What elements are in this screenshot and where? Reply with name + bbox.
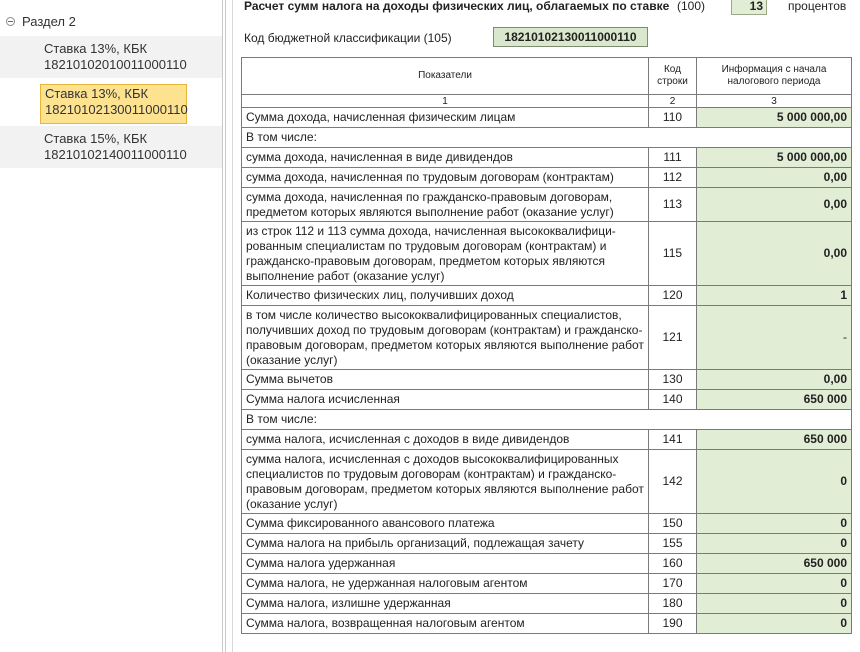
row-label: сумма дохода, начисленная в виде дивидендов bbox=[242, 148, 649, 168]
kbk-label: Код бюджетной классификации (105) bbox=[244, 31, 452, 45]
column-header-line-code: Код строки bbox=[649, 58, 697, 95]
table-column-numbers-row bbox=[242, 95, 852, 108]
row-label: Сумма налога на прибыль организаций, подлежащая зачету bbox=[242, 534, 649, 554]
table-row bbox=[242, 430, 852, 450]
row-group-label: В том числе: bbox=[242, 410, 852, 430]
table-row bbox=[242, 306, 852, 370]
row-label: из строк 112 и 113 сумма дохода, начисленная высококвалифици-рованным специалистам по трудовым договорам (контрактам) и гражданско-правовым договорам, предметом которых являются выполнение работ (оказание услуг) bbox=[242, 222, 649, 286]
column-number: 2 bbox=[649, 95, 697, 108]
row-value[interactable]: 0 bbox=[697, 534, 852, 554]
form-title-code: (100) bbox=[677, 0, 706, 13]
table-row bbox=[242, 410, 852, 430]
tax-calculation-table bbox=[241, 57, 852, 634]
row-code: 141 bbox=[649, 430, 697, 450]
row-code: 180 bbox=[649, 594, 697, 614]
row-label: в том числе количество высококвалифицированных специалистов, получивших доход по трудовым договорам (контрактам) и гражданско-правовым договорам, предметом которых являются выполнение работ (оказание услуг) bbox=[242, 306, 649, 370]
tree-item-rate-13-kbk-130[interactable] bbox=[0, 81, 222, 123]
row-code: 160 bbox=[649, 554, 697, 574]
table-row bbox=[242, 168, 852, 188]
row-value[interactable]: 0,00 bbox=[697, 168, 852, 188]
row-label: Сумма налога, не удержанная налоговым агентом bbox=[242, 574, 649, 594]
row-code: 150 bbox=[649, 514, 697, 534]
collapse-icon[interactable] bbox=[6, 17, 15, 26]
row-code: 155 bbox=[649, 534, 697, 554]
tree-item-line1: Ставка 15%, КБК bbox=[44, 131, 148, 146]
row-label: сумма дохода, начисленная по трудовым договорам (контрактам) bbox=[242, 168, 649, 188]
table-row bbox=[242, 614, 852, 634]
row-code: 190 bbox=[649, 614, 697, 634]
tree-item-rate-15-kbk-140[interactable] bbox=[0, 126, 222, 168]
table-row bbox=[242, 222, 852, 286]
table-row bbox=[242, 108, 852, 128]
row-label: Сумма налога, излишне удержанная bbox=[242, 594, 649, 614]
row-value[interactable]: 0 bbox=[697, 614, 852, 634]
tree-item-rate-13-kbk-010[interactable] bbox=[0, 36, 222, 78]
column-number: 1 bbox=[242, 95, 649, 108]
row-code: 170 bbox=[649, 574, 697, 594]
row-value[interactable]: 5 000 000,00 bbox=[697, 148, 852, 168]
tree-root-section-2[interactable] bbox=[0, 12, 222, 30]
table-row bbox=[242, 148, 852, 168]
splitter[interactable] bbox=[222, 0, 223, 652]
tree-item-line1: Ставка 13%, КБК bbox=[44, 41, 148, 56]
table-row bbox=[242, 554, 852, 574]
table-row bbox=[242, 534, 852, 554]
tree-item-line1: Ставка 13%, КБК bbox=[45, 86, 149, 101]
tree-item-line2: 18210102010011000110 bbox=[44, 57, 187, 72]
table-row bbox=[242, 128, 852, 148]
row-value[interactable]: 0,00 bbox=[697, 222, 852, 286]
row-value[interactable]: 650 000 bbox=[697, 430, 852, 450]
row-value[interactable]: 0 bbox=[697, 450, 852, 514]
row-code: 142 bbox=[649, 450, 697, 514]
row-value[interactable]: 1 bbox=[697, 286, 852, 306]
table-row bbox=[242, 370, 852, 390]
column-header-period-info: Информация с начала налогового периода bbox=[697, 58, 852, 95]
row-value[interactable]: 650 000 bbox=[697, 554, 852, 574]
tree-root-label: Раздел 2 bbox=[22, 13, 76, 29]
row-label: сумма дохода, начисленная по гражданско-правовым договорам, предметом которых являются выполнение работ (оказание услуг) bbox=[242, 188, 649, 222]
row-code: 115 bbox=[649, 222, 697, 286]
row-value[interactable]: 0 bbox=[697, 514, 852, 534]
table-row bbox=[242, 450, 852, 514]
kbk-input[interactable]: 18210102130011000110 bbox=[493, 27, 648, 47]
row-code: 121 bbox=[649, 306, 697, 370]
row-label: сумма налога, исчисленная с доходов в виде дивидендов bbox=[242, 430, 649, 450]
row-code: 130 bbox=[649, 370, 697, 390]
row-label: Сумма вычетов bbox=[242, 370, 649, 390]
row-code: 111 bbox=[649, 148, 697, 168]
row-code: 140 bbox=[649, 390, 697, 410]
form-title: Расчет сумм налога на доходы физических лиц, облагаемых по ставке bbox=[244, 0, 670, 13]
column-number: 3 bbox=[697, 95, 852, 108]
tree-item-line2: 18210102130011000110 bbox=[45, 102, 188, 117]
table-row bbox=[242, 390, 852, 410]
section-tree bbox=[0, 0, 222, 652]
form-left-border bbox=[232, 0, 233, 652]
row-label: Сумма налога, возвращенная налоговым агентом bbox=[242, 614, 649, 634]
table-row bbox=[242, 286, 852, 306]
table-row bbox=[242, 594, 852, 614]
row-label: Сумма налога удержанная bbox=[242, 554, 649, 574]
rate-input[interactable]: 13 bbox=[731, 0, 767, 15]
row-label: Сумма дохода, начисленная физическим лицам bbox=[242, 108, 649, 128]
row-code: 110 bbox=[649, 108, 697, 128]
row-label: Сумма налога исчисленная bbox=[242, 390, 649, 410]
splitter-line bbox=[225, 0, 226, 652]
row-code: 113 bbox=[649, 188, 697, 222]
tree-item-line2: 18210102140011000110 bbox=[44, 147, 187, 162]
rate-unit: процентов bbox=[788, 0, 847, 13]
row-label: сумма налога, исчисленная с доходов высококвалифицированных специалистов по трудовым договорам (контрактам) и гражданско-правовым договорам, предметом которых являются выполнение работ (оказание услуг) bbox=[242, 450, 649, 514]
table-row bbox=[242, 188, 852, 222]
row-group-label: В том числе: bbox=[242, 128, 852, 148]
row-value[interactable]: 0,00 bbox=[697, 188, 852, 222]
table-row bbox=[242, 574, 852, 594]
row-code: 120 bbox=[649, 286, 697, 306]
table-header-row bbox=[242, 58, 852, 95]
row-value[interactable]: 0 bbox=[697, 594, 852, 614]
row-label: Сумма фиксированного авансового платежа bbox=[242, 514, 649, 534]
row-label: Количество физических лиц, получивших доход bbox=[242, 286, 649, 306]
row-value[interactable]: 0 bbox=[697, 574, 852, 594]
row-value[interactable]: 650 000 bbox=[697, 390, 852, 410]
row-value[interactable]: 5 000 000,00 bbox=[697, 108, 852, 128]
row-value[interactable]: 0,00 bbox=[697, 370, 852, 390]
table-row bbox=[242, 514, 852, 534]
column-header-indicators: Показатели bbox=[242, 58, 649, 95]
row-code: 112 bbox=[649, 168, 697, 188]
row-value[interactable]: - bbox=[697, 306, 852, 370]
